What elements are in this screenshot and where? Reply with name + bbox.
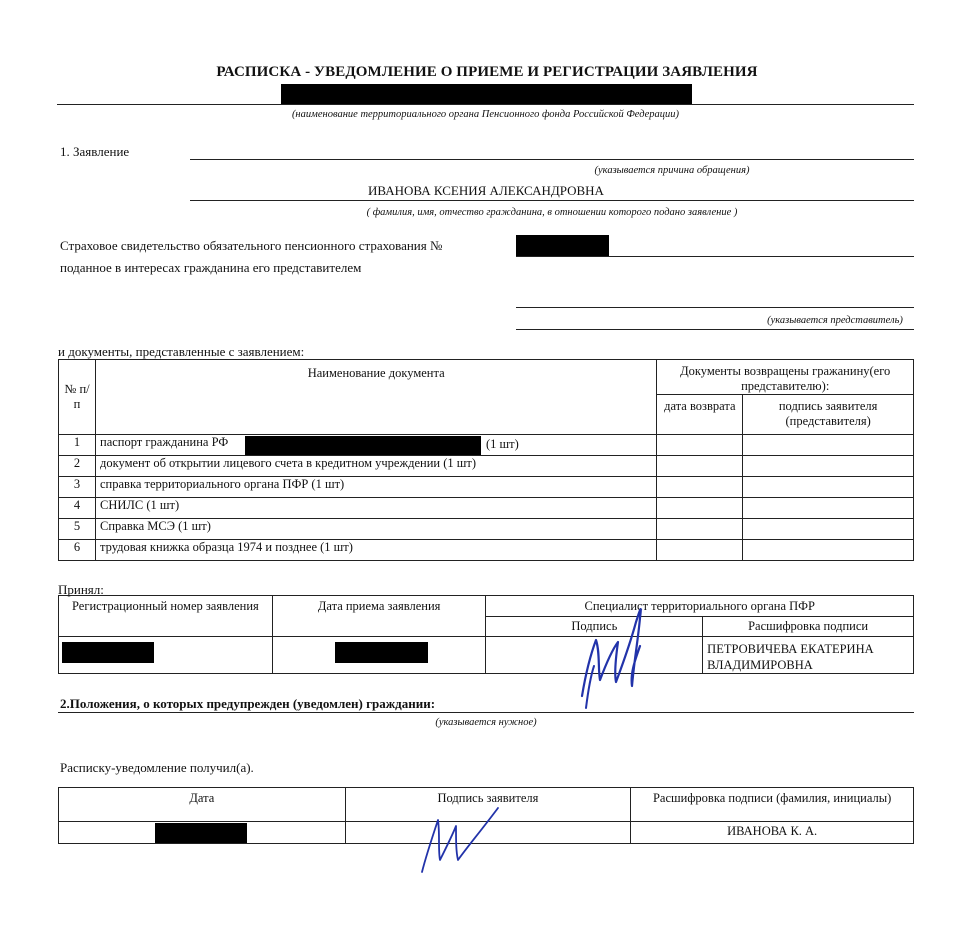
receipt-label: Расписку-уведомление получил(а). (60, 760, 254, 775)
redacted-passport-number (245, 436, 481, 455)
row-number: 3 (59, 477, 96, 498)
col-sign-header: подпись заявителя (представителя) (743, 395, 914, 435)
citizen-line (190, 200, 914, 201)
row-return-sign (743, 519, 914, 540)
table-row (59, 498, 914, 519)
redacted-reg-number (62, 642, 154, 663)
receipt-decode-header: Расшифровка подписи (фамилия, инициалы) (631, 788, 914, 822)
redacted-insurance-number (516, 235, 609, 257)
applicant-signature (410, 800, 510, 880)
row-number: 1 (59, 435, 96, 456)
row-return-sign (743, 456, 914, 477)
accept-table (58, 595, 914, 674)
caption-representative: (указывается представитель) (767, 315, 903, 326)
insurance-label: Страховое свидетельство обязательного пенсионного страхования № (60, 238, 443, 253)
table-row (59, 456, 914, 477)
row-number: 6 (59, 540, 96, 561)
specialist-signature (560, 592, 660, 722)
row-return-date (657, 519, 743, 540)
col-date-header: дата возврата (657, 395, 743, 435)
row-return-date (657, 456, 743, 477)
rep-line-bottom (516, 329, 914, 330)
citizen-name: ИВАНОВА КСЕНИЯ АЛЕКСАНДРОВНА (368, 183, 604, 198)
receipt-name: ИВАНОВА К. А. (631, 822, 914, 844)
caption-org: (наименование территориального органа Пенсионного фонда Российской Федерации) (291, 109, 680, 120)
row-document-name: СНИЛС (1 шт) (96, 498, 657, 519)
redacted-receipt-date (155, 823, 247, 843)
row-document-name: паспорт гражданина РФ (100, 435, 229, 449)
row-number: 2 (59, 456, 96, 477)
row-return-date (657, 498, 743, 519)
col-reg-header: Регистрационный номер заявления (59, 596, 273, 637)
section1-label: 1. Заявление (60, 144, 130, 159)
receipt-date-header: Дата (59, 788, 346, 822)
row-number: 4 (59, 498, 96, 519)
org-line (57, 104, 914, 105)
col-name-header: Наименование документа (96, 360, 657, 435)
redacted-accept-date (335, 642, 428, 663)
docs-label: и документы, представленные с заявлением: (58, 344, 305, 359)
col-returned-header: Документы возвращены гражанину(его представителю): (657, 360, 914, 395)
row-return-sign (743, 498, 914, 519)
page-title: РАСПИСКА - УВЕДОМЛЕНИЕ О ПРИЕМЕ И РЕГИСТРАЦИИ ЗАЯВЛЕНИЯ (216, 64, 758, 80)
rep-line (516, 307, 914, 308)
col-number-label: № п/п (64, 382, 90, 411)
row-return-sign (743, 540, 914, 561)
row-document-qty: (1 шт) (486, 437, 519, 451)
row-return-date (657, 477, 743, 498)
col-signature-header: Подпись (486, 617, 703, 637)
col-number-header (59, 360, 96, 435)
caption-needed: (указывается нужное) (435, 717, 537, 728)
caption-reason: (указывается причина обращения) (594, 165, 750, 176)
accepted-label: Принял: (58, 582, 104, 597)
documents-table (58, 359, 914, 561)
rep-label: поданное в интересах гражданина его представителем (60, 260, 362, 275)
row-document-name: документ об открытии лицевого счета в кредитном учреждении (1 шт) (96, 456, 657, 477)
reason-line (190, 159, 914, 160)
table-row (59, 477, 914, 498)
col-accept-date-header: Дата приема заявления (272, 596, 486, 637)
specialist-name: ПЕТРОВИЧЕВА ЕКАТЕРИНА ВЛАДИМИРОВНА (703, 637, 914, 674)
table-row (59, 540, 914, 561)
row-return-sign (743, 435, 914, 456)
receipt-sign-header: Подпись заявителя (345, 788, 631, 822)
caption-citizen: ( фамилия, имя, отчество гражданина, в отношении которого подано заявление ) (366, 207, 738, 218)
row-return-sign (743, 477, 914, 498)
row-number: 5 (59, 519, 96, 540)
row-document-name: трудовая книжка образца 1974 и позднее (1 шт) (96, 540, 657, 561)
row-document (96, 435, 657, 456)
col-specialist-header: Специалист территориального органа ПФР (486, 596, 914, 617)
table-row (59, 519, 914, 540)
table-row (59, 435, 914, 456)
row-document-name: Справка МСЭ (1 шт) (96, 519, 657, 540)
redacted-org-name (281, 84, 692, 105)
section2-label: 2.Положения, о которых предупрежден (уведомлен) граждании: (60, 696, 436, 711)
col-decode-header: Расшифровка подписи (703, 617, 914, 637)
row-return-date (657, 540, 743, 561)
row-return-date (657, 435, 743, 456)
row-document-name: справка территориального органа ПФР (1 шт) (96, 477, 657, 498)
insurance-line (516, 256, 914, 257)
section2-line (58, 712, 914, 713)
